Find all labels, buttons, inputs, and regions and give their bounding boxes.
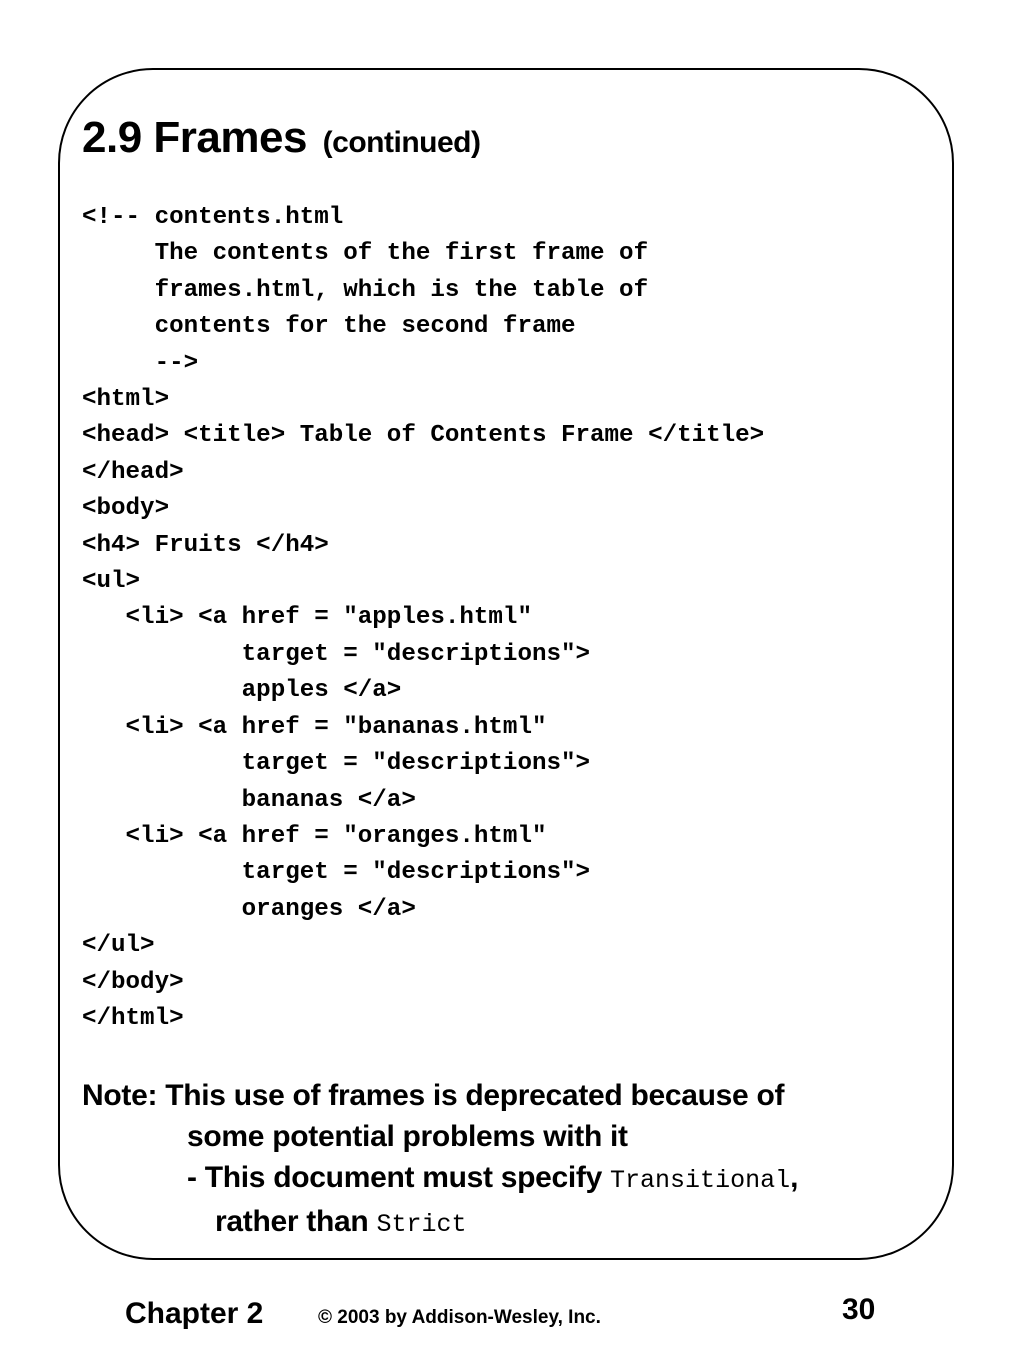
note-line-1: Note: This use of frames is deprecated because of <box>82 1079 785 1112</box>
code-line: <!-- contents.html <box>82 204 344 231</box>
code-line: The contents of the first frame of <box>82 240 649 268</box>
code-line: <li> <a href = "apples.html" <box>82 604 532 632</box>
footer-copyright: © 2003 by Addison-Wesley, Inc. <box>318 1307 601 1328</box>
code-line: oranges </a> <box>82 895 416 923</box>
code-line: target = "descriptions"> <box>82 640 591 668</box>
code-line: </head> <box>82 458 184 486</box>
note-line-4 <box>82 1201 798 1245</box>
code-listing <box>82 200 764 1037</box>
note-line-3-text: - This document must specify <box>187 1161 611 1194</box>
code-line: frames.html, which is the table of <box>82 276 649 304</box>
code-line: --> <box>82 349 199 377</box>
code-line: </html> <box>82 1004 184 1032</box>
deprecation-note <box>82 1075 798 1245</box>
title-main: 2.9 Frames <box>82 113 307 162</box>
note-line-4-text: rather than <box>215 1205 377 1238</box>
code-line: target = "descriptions"> <box>82 859 591 887</box>
note-line-2: some potential problems with it <box>187 1120 628 1153</box>
code-line: <ul> <box>82 568 141 596</box>
page-number: 30 <box>842 1293 876 1326</box>
title-suffix: (continued) <box>322 126 481 159</box>
code-line: </ul> <box>82 932 155 960</box>
code-line: <body> <box>82 495 170 523</box>
code-line: apples </a> <box>82 677 402 705</box>
transitional-code: Transitional <box>610 1166 791 1195</box>
code-line: </body> <box>82 968 184 996</box>
slide-title <box>82 108 480 173</box>
code-line: <head> <title> Table of Contents Frame </title> <box>82 422 765 450</box>
code-line: <html> <box>82 386 170 414</box>
note-line-3-comma: , <box>790 1161 799 1194</box>
code-line: <h4> Fruits </h4> <box>82 531 329 559</box>
code-line: <li> <a href = "oranges.html" <box>82 822 547 850</box>
code-line: <li> <a href = "bananas.html" <box>82 713 547 741</box>
footer-chapter: Chapter 2 <box>125 1297 264 1330</box>
code-line: contents for the second frame <box>82 313 576 341</box>
strict-code: Strict <box>376 1210 467 1239</box>
code-line: bananas </a> <box>82 786 416 814</box>
code-line: target = "descriptions"> <box>82 750 591 778</box>
note-line-3 <box>82 1157 798 1201</box>
